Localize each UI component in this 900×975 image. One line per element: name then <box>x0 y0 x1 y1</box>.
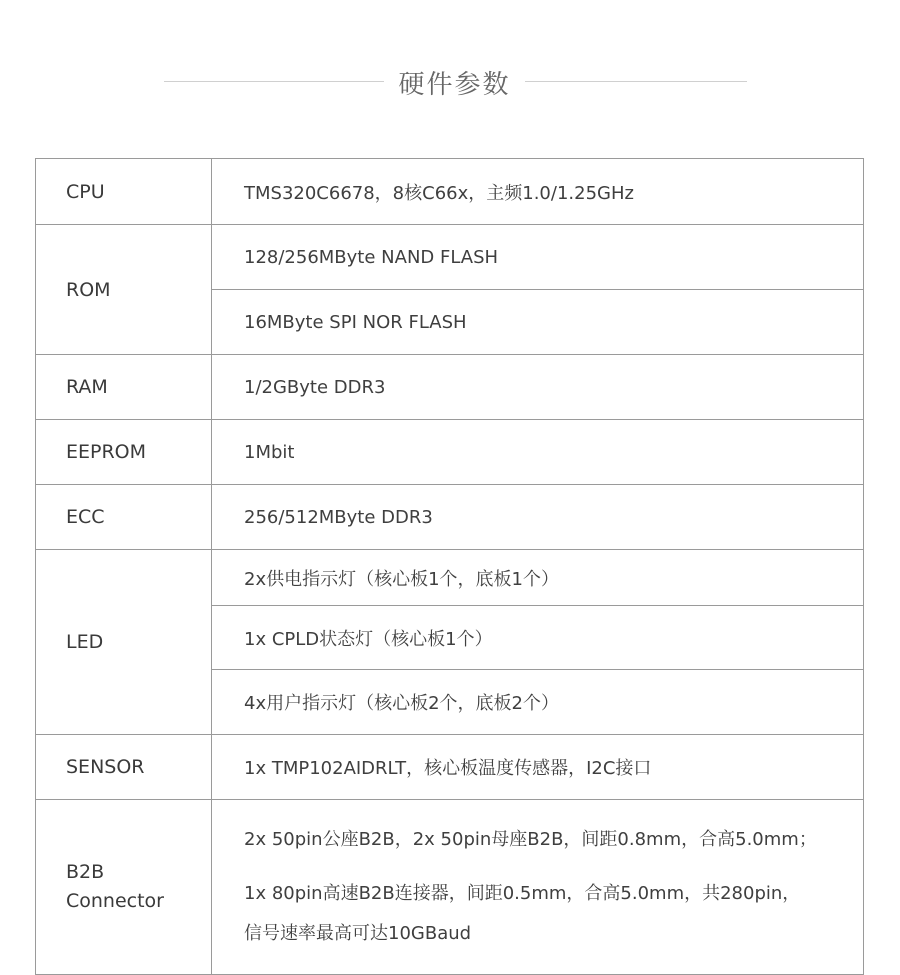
spec-value-led-2: 1x CPLD状态灯（核心板1个） <box>212 606 864 670</box>
spec-label-cpu: CPU <box>36 159 212 225</box>
spec-value-led-3: 4x用户指示灯（核心板2个，底板2个） <box>212 670 864 735</box>
spec-label-sensor: SENSOR <box>36 735 212 800</box>
spec-value-cpu: TMS320C6678，8核C66x，主频1.0/1.25GHz <box>212 159 864 225</box>
spec-label-led: LED <box>36 550 212 735</box>
section-header <box>0 56 900 106</box>
spec-value-led-1: 2x供电指示灯（核心板1个，底板1个） <box>212 550 864 606</box>
hardware-spec-table <box>35 158 864 975</box>
spec-value-ecc: 256/512MByte DDR3 <box>212 485 864 550</box>
spec-value-eeprom: 1Mbit <box>212 420 864 485</box>
spec-label-ram: RAM <box>36 355 212 420</box>
spec-value-rom-2: 16MByte SPI NOR FLASH <box>212 290 864 355</box>
spec-label-ecc: ECC <box>36 485 212 550</box>
spec-label-rom: ROM <box>36 225 212 355</box>
spec-label-eeprom: EEPROM <box>36 420 212 485</box>
spec-row-rom-1 <box>36 225 864 290</box>
spec-value-b2b-line1: 2x 50pin公座B2B，2x 50pin母座B2B，间距0.8mm，合高5.0mm； <box>244 829 817 850</box>
spec-row-cpu <box>36 159 864 225</box>
spec-row-b2b <box>36 800 864 975</box>
spec-row-ecc <box>36 485 864 550</box>
spec-value-ram: 1/2GByte DDR3 <box>212 355 864 420</box>
section-title: 硬件参数 <box>398 70 511 100</box>
spec-value-rom-1: 128/256MByte NAND FLASH <box>212 225 864 290</box>
spec-row-led-1 <box>36 550 864 606</box>
spec-label-b2b <box>36 800 212 975</box>
spec-value-b2b-line3: 信号速率最高可达10GBaud <box>244 923 472 944</box>
spec-value-b2b <box>212 800 864 975</box>
spec-label-b2b-line2: Connector <box>66 890 164 912</box>
spec-value-sensor: 1x TMP102AIDRLT，核心板温度传感器，I2C接口 <box>212 735 864 800</box>
title-divider-right <box>525 81 747 82</box>
title-divider-left <box>164 81 384 82</box>
spec-row-eeprom <box>36 420 864 485</box>
spec-label-b2b-line1: B2B <box>66 861 105 883</box>
spec-value-b2b-line2: 1x 80pin高速B2B连接器，间距0.5mm，合高5.0mm，共280pin， <box>244 883 801 904</box>
spec-row-ram <box>36 355 864 420</box>
spec-row-sensor <box>36 735 864 800</box>
